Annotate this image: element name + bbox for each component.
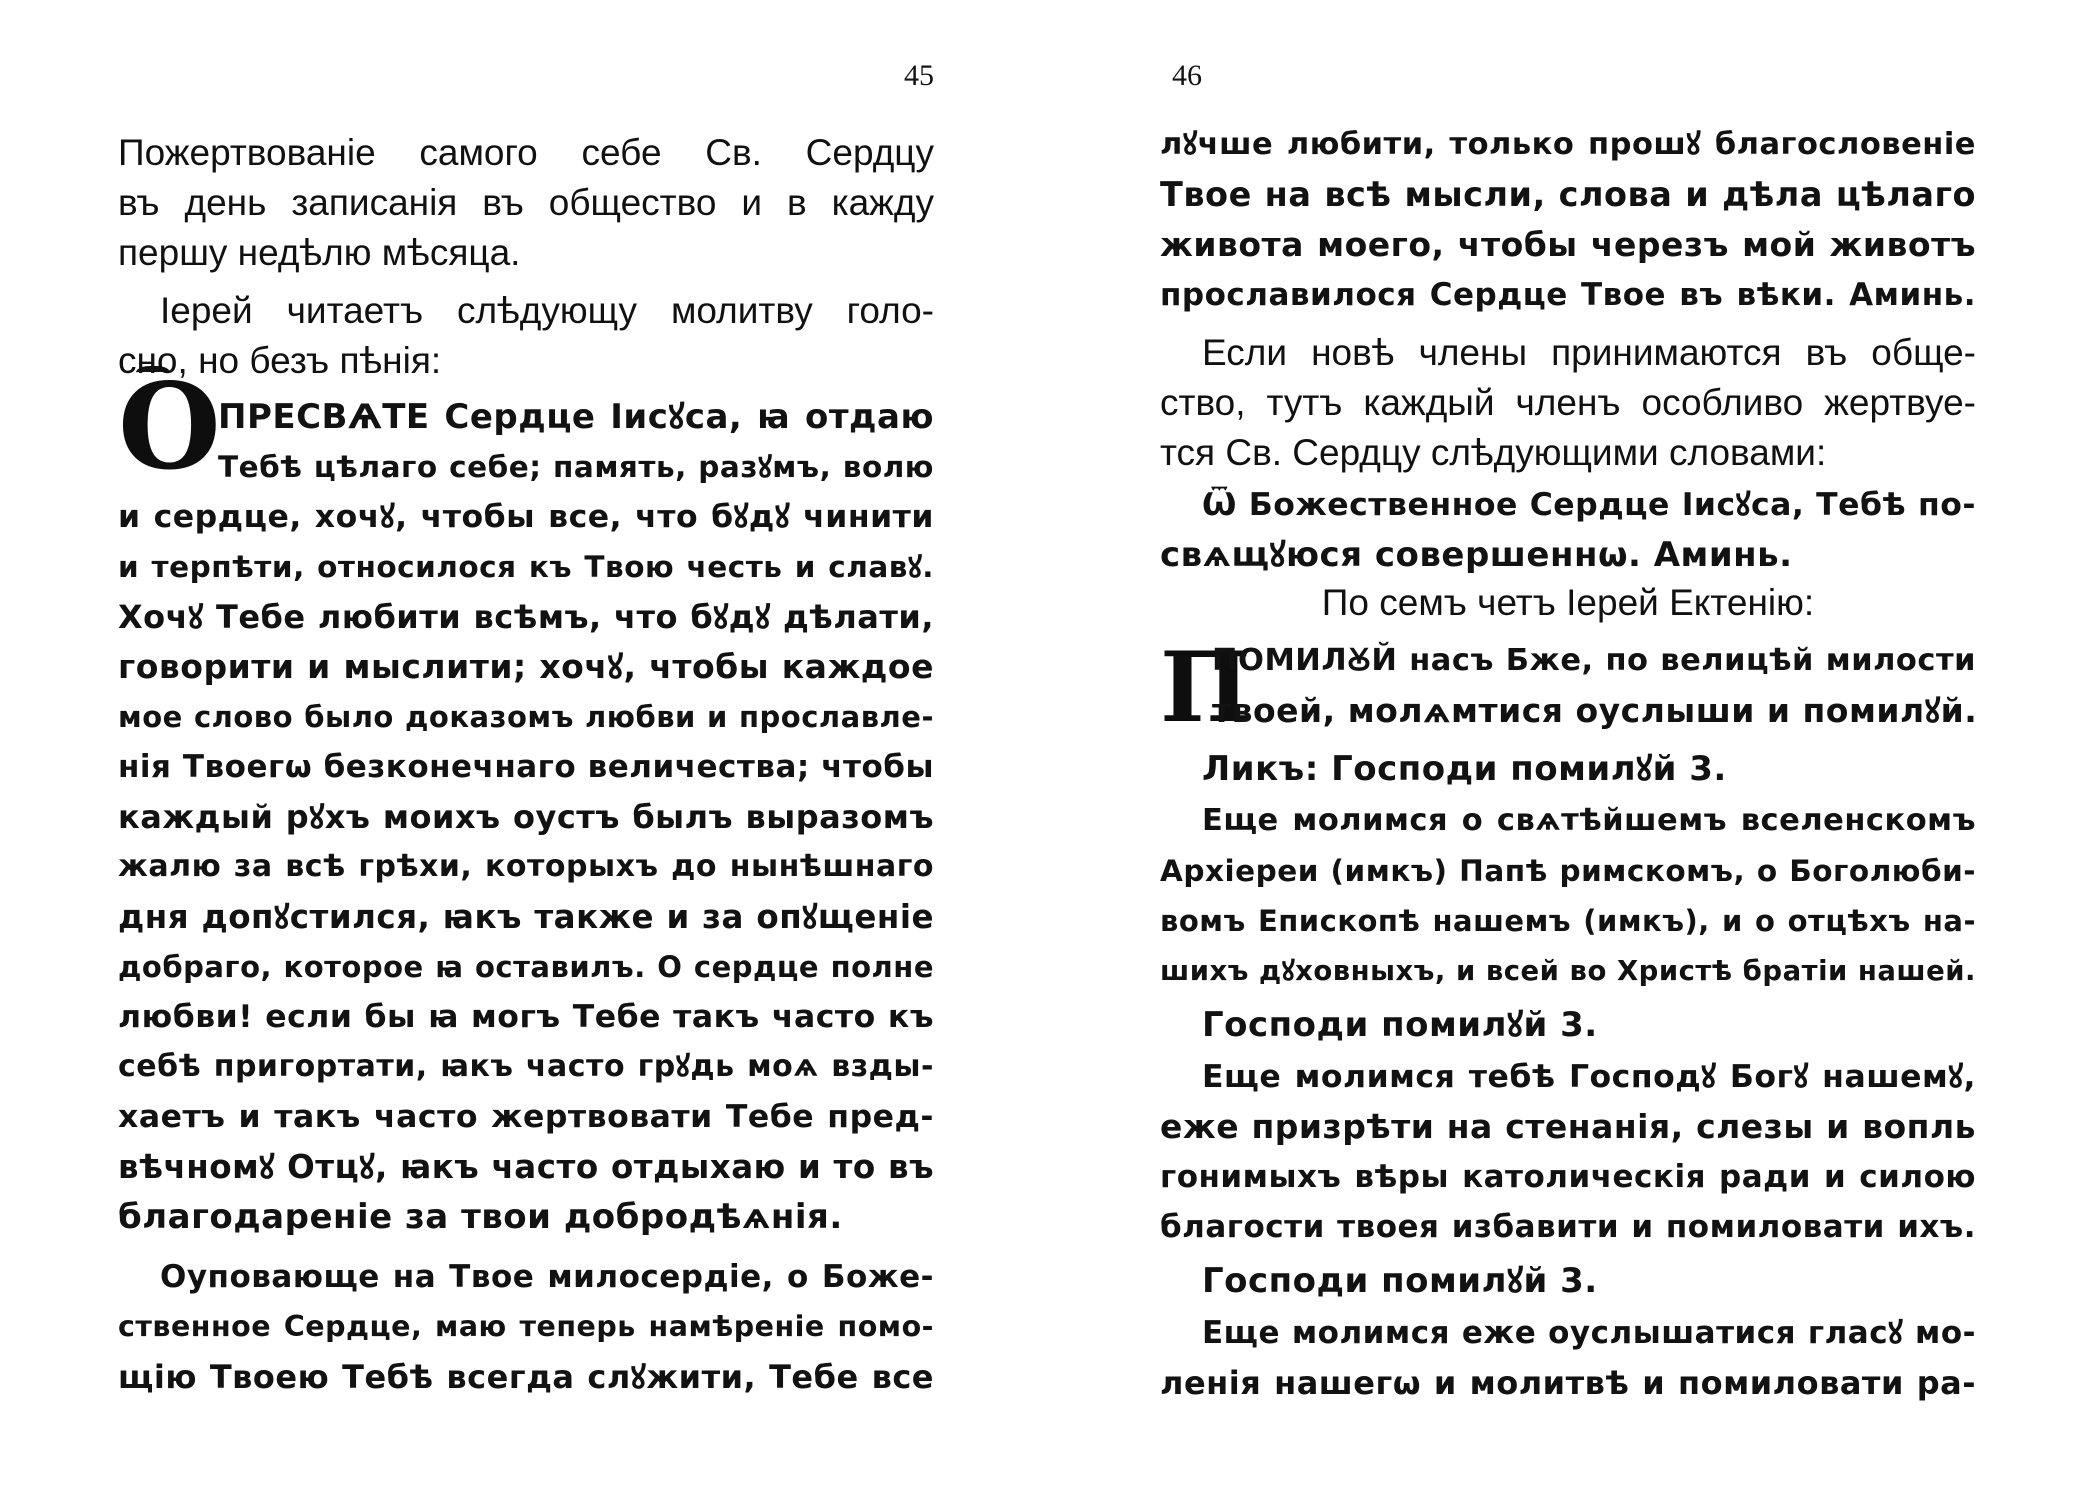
text-line: хаетъ и такъ часто жертвовати Тебе пред- [118, 1099, 934, 1135]
section-heading: По семъ четъ Іерей Ектенію: [1321, 582, 1815, 623]
text-line: Оуповающе на Твое милосердіе, о Боже- [160, 1259, 934, 1295]
text-line: шихъ дꙋховныхъ, и всей во Христѣ братіи нашей. [1160, 955, 1976, 987]
text-line: и терпѣти, относилося къ Твою честь и славꙋ. [118, 550, 934, 584]
text-line: каждый рꙋхъ моихъ оустъ былъ выразомъ [118, 798, 934, 836]
text-line: вомъ Епископѣ нашемъ (имкъ), и о отцѣхъ на- [1160, 904, 1976, 938]
text-line: Архіереи (имкъ) Папѣ римскомъ, о Боголюби- [1160, 854, 1976, 888]
right-page [1160, 0, 1976, 1500]
text-line: сно, но безъ пѣнія: [118, 340, 442, 381]
text-line: Господи помилꙋй 3. [1202, 1261, 1598, 1301]
text-line: мое слово было доказомъ любви и прославле- [118, 700, 934, 734]
text-line: Ликъ: Господи помилꙋй 3. [1202, 749, 1727, 789]
text-line: прославилося Сердце Твое въ вѣки. Аминь. [1160, 277, 1976, 313]
text-line: вѣчномꙋ Отцꙋ, ꙗкъ часто отдыхаю и то въ [118, 1148, 934, 1186]
text-line: ство, тутъ каждый членъ особливо жертвуе- [1160, 382, 1976, 423]
text-line: Еще молимся тебѣ Господꙋ Богꙋ нашемꙋ, [1202, 1059, 1976, 1095]
text-line: ственное Сердце, маю теперь намѣреніе помо- [118, 1310, 934, 1343]
text-line: жалю за всѣ грѣхи, которыхъ до нынѣшнаго [118, 849, 934, 884]
text-line: твоей, молѧмтися оуслыши и помилꙋй. [1212, 691, 1978, 730]
text-line: говорити и мыслити; хочꙋ, чтобы каждое [118, 647, 934, 686]
text-line: Ѿ Божественное Сердце Іисꙋса, Тебѣ по- [1202, 487, 1976, 523]
text-line: першу недѣлю мѣсяца. [118, 232, 521, 273]
text-line: любви! если бы ꙗ могъ Тебе такъ часто къ [118, 999, 934, 1035]
text-line: нія Твоегѡ безконечнаго величества; чтобы [118, 749, 934, 785]
text-line: щію Твоею Тебѣ всегда слꙋжити, Тебе все [118, 1358, 934, 1396]
text-line: свѧщꙋюся совершеннѡ. Аминь. [1160, 535, 1793, 575]
text-line: Если новѣ члены принимаются въ обще- [1202, 332, 1976, 373]
page-number-right: 46 [1172, 59, 1202, 92]
text-line: дня допꙋстился, ꙗкъ также и за опꙋщеніе [118, 898, 934, 936]
text-line: Іерей читаетъ слѣдующу молитву голо- [160, 290, 934, 331]
text-line: добраго, которое ꙗ оставилъ. О сердце полне [118, 950, 934, 984]
text-line: гонимыхъ вѣры католическія ради и силою [1160, 1159, 1976, 1195]
page-number-left: 45 [904, 59, 934, 92]
text-line: ПОМИЛꙊЙ насъ Бже, по велицѣй милости [1212, 643, 1976, 678]
text-line: благодареніе за твои добродѣѧнія. [118, 1197, 843, 1237]
text-line: Еще молимся о свѧтѣйшемъ вселенскомъ [1202, 803, 1976, 838]
text-line: себѣ пригортати, ꙗкъ часто грꙋдь моѧ взды- [118, 1049, 934, 1084]
text-line: Господи помилꙋй 3. [1202, 1005, 1598, 1045]
text-line: въ день записанія въ общество и в кажду [118, 182, 934, 223]
dropcap-o: О [118, 357, 221, 496]
text-line: тся Св. Сердцу слѣдующими словами: [1160, 432, 1827, 473]
text-line: Еще молимся еже оуслышатися гласꙋ мо- [1202, 1315, 1976, 1351]
text-line: ленія нашегѡ и молитвѣ и помиловати ра- [1160, 1364, 1976, 1402]
dropcap-p: П [1160, 631, 1251, 744]
text-line: Пожертвованіе самого себе Св. Сердцу [118, 132, 934, 173]
text-line: живота моего, чтобы черезъ мой животъ [1160, 225, 1976, 264]
text-line: и сердце, хочꙋ, чтобы все, что бꙋдꙋ чинити [118, 499, 934, 535]
text-line: ПРЕСВѦТЕ Сердце Іисꙋса, ꙗ отдаю [218, 397, 934, 437]
text-line: Тебѣ цѣлаго себе; память, разꙋмъ, волю [218, 450, 934, 484]
text-line: Хочꙋ Тебе любити всѣмъ, что бꙋдꙋ дѣлати, [118, 598, 934, 636]
text-line: Твое на всѣ мысли, слова и дѣла цѣлаго [1160, 175, 1976, 214]
text-line: благости твоея избавити и помиловати ихъ. [1160, 1209, 1976, 1245]
text-line: лꙋчше любити, только прошꙋ благословеніе [1160, 127, 1976, 162]
left-page [118, 0, 934, 1500]
text-line: еже призрѣти на стенанія, слезы и вопль [1160, 1107, 1976, 1146]
